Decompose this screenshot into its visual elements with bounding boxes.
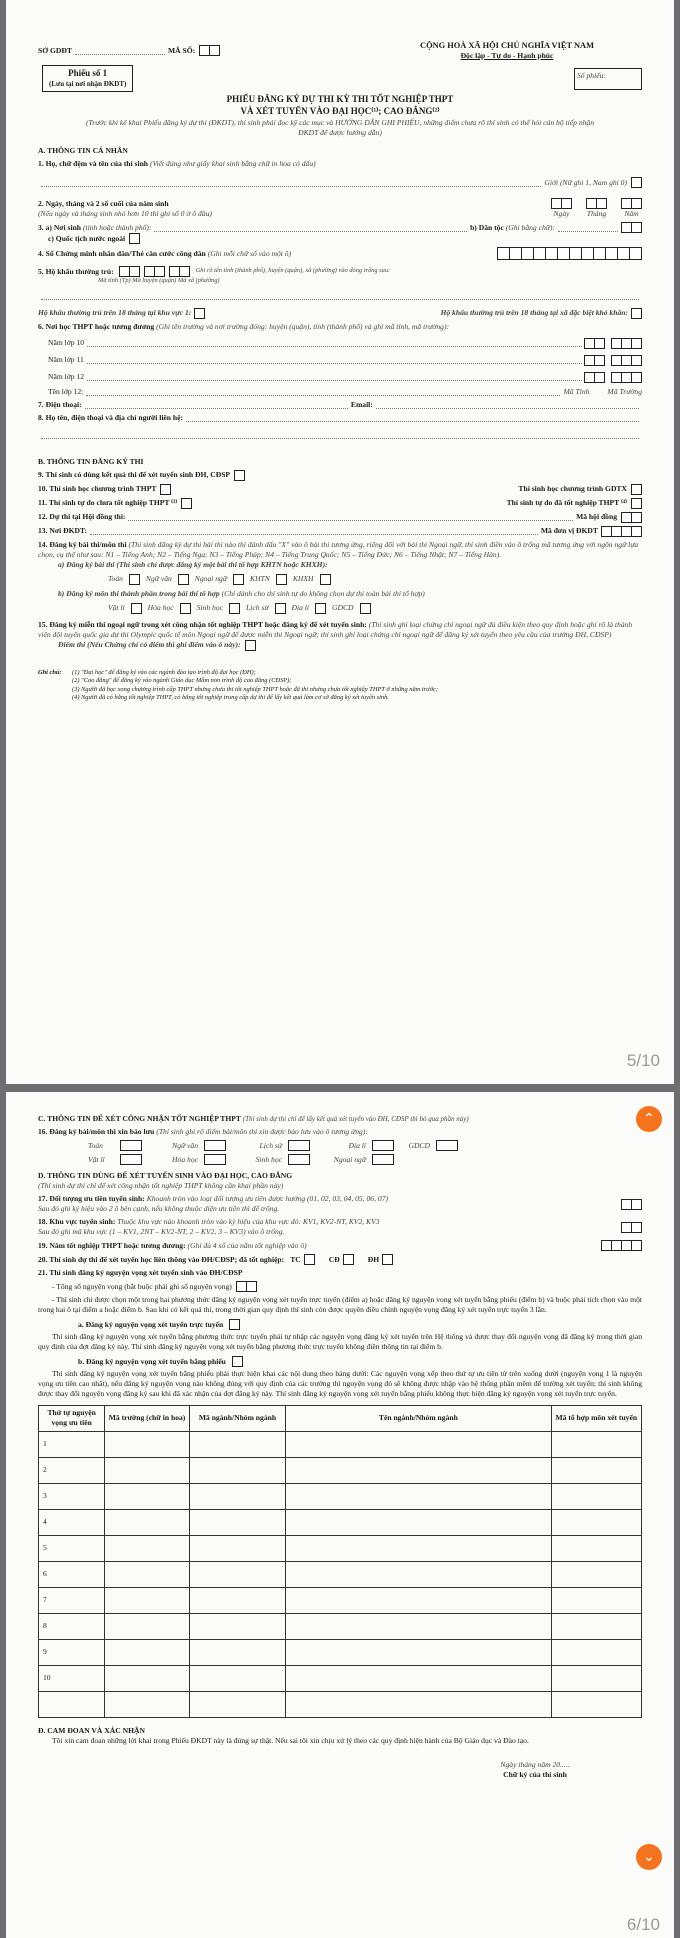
table-row bbox=[39, 1639, 642, 1665]
paper-method-checkbox[interactable] bbox=[232, 1356, 243, 1367]
combination-code-cell[interactable] bbox=[551, 1535, 641, 1561]
notes-label: Ghi chú: bbox=[38, 668, 62, 676]
section-b-title: B. THÔNG TIN ĐĂNG KÝ THI bbox=[38, 456, 144, 466]
major-name-cell[interactable] bbox=[286, 1457, 551, 1483]
commitment-text: Tôi xin cam đoan những lời khai trong Phiếu ĐKDT này là đúng sự thật. Nếu sai tôi xin chịu xử lý theo các quy định hiện hành của Bộ Giáo dục và Đào tạo. bbox=[52, 1735, 529, 1745]
col-major-name: Tên ngành/Nhóm ngành bbox=[286, 1406, 551, 1431]
reserve-lichsu-box[interactable] bbox=[288, 1140, 310, 1151]
priority-object-boxes[interactable] bbox=[622, 1199, 642, 1210]
email-label: Email: bbox=[350, 399, 373, 409]
grade11-code-boxes[interactable] bbox=[585, 355, 642, 366]
reserve-ngoaingu-label: Ngoại ngữ bbox=[333, 1154, 366, 1164]
q11-label: 11. Thí sinh tự do chưa tốt nghiệp THPT ⁽³⁾ bbox=[38, 498, 178, 508]
q5-hint: Ghi rõ tên tỉnh (thành phố), huyện (quận), xã (phường) vào dòng trống sau: bbox=[195, 267, 391, 275]
q15-label: 15. Đăng ký miễn thi ngoại ngữ trong xét công nhận tốt nghiệp THPT hoặc đăng ký để xét tuyển sinh: bbox=[38, 619, 367, 629]
reserve-nguvan-label: Ngữ văn bbox=[172, 1140, 198, 1150]
ma-so-label: MÃ SỐ: bbox=[167, 45, 196, 55]
subject-khxh-box[interactable] bbox=[320, 574, 331, 585]
major-name-cell[interactable] bbox=[286, 1431, 551, 1457]
major-code-cell[interactable] bbox=[189, 1483, 285, 1509]
subject-ngoaingu-box[interactable] bbox=[233, 574, 244, 585]
major-name-cell[interactable] bbox=[286, 1665, 551, 1691]
wish-order-cell: 6 bbox=[39, 1561, 105, 1587]
republic-title: CỘNG HOÀ XÃ HỘI CHỦ NGHĨA VIỆT NAM bbox=[420, 41, 594, 50]
q10b-label: Thí sinh học chương trình GDTX bbox=[518, 484, 627, 494]
note-3: (3) Người đã học xong chương trình cấp THPT nhưng chưa thi tốt nghiệp THPT hoặc đã thi nhưng chưa tốt nghiệp THPT ở những năm trước; bbox=[72, 685, 439, 693]
combination-code-cell[interactable] bbox=[551, 1483, 641, 1509]
table-row bbox=[39, 1613, 642, 1639]
reserve-nguvan-box[interactable] bbox=[204, 1140, 226, 1151]
reserve-diali-box[interactable] bbox=[372, 1140, 394, 1151]
table-row bbox=[39, 1431, 642, 1457]
major-name-cell[interactable] bbox=[286, 1691, 551, 1717]
col-school-code: Mã trường (chữ in hoa) bbox=[105, 1406, 189, 1431]
subject-sinhhoc-box[interactable] bbox=[229, 603, 240, 614]
wish-order-cell: 7 bbox=[39, 1587, 105, 1613]
school-code-cell[interactable] bbox=[105, 1509, 189, 1535]
school-code-cell[interactable] bbox=[105, 1691, 189, 1717]
subject-hoahoc-label: Hóa học bbox=[147, 603, 174, 613]
dh-label: ĐH bbox=[367, 1254, 380, 1264]
q15-score-box[interactable] bbox=[245, 640, 256, 651]
subject-diali-box[interactable] bbox=[315, 603, 326, 614]
combination-code-cell[interactable] bbox=[551, 1509, 641, 1535]
grade12-school-field[interactable] bbox=[87, 373, 582, 381]
reserve-toan-label: Toán bbox=[88, 1140, 103, 1150]
form-title: PHIẾU ĐĂNG KÝ DỰ THI KỲ THI TỐT NGHIỆP THPT bbox=[226, 94, 454, 105]
exam-council-field[interactable] bbox=[128, 513, 573, 521]
birth-month-box[interactable] bbox=[596, 198, 607, 209]
section-d-title: D. THÔNG TIN DÙNG ĐỂ XÉT TUYỂN SINH VÀO ĐẠI HỌC, CAO ĐẲNG bbox=[38, 1171, 293, 1181]
reserve-ngoaingu-box[interactable] bbox=[372, 1154, 394, 1165]
school-code-cell[interactable] bbox=[105, 1613, 189, 1639]
note-2: (2) "Cao đẳng" để đăng ký vào ngành Giáo dục Mầm non trình độ cao đẳng (CĐSP); bbox=[72, 677, 292, 685]
wish-order-cell: 5 bbox=[39, 1535, 105, 1561]
dbkk-box[interactable] bbox=[631, 308, 642, 319]
q14b-hint: (Chỉ dành cho thí sinh tự do không chọn dự thi toàn bài thi tổ hợp) bbox=[221, 588, 425, 598]
grade11-label: Năm lớp 11 bbox=[48, 355, 84, 364]
q9-box[interactable] bbox=[234, 470, 245, 481]
page-number: 6/10 bbox=[626, 1915, 660, 1934]
grade12-label: Năm lớp 12 bbox=[48, 372, 85, 381]
section-c-hint: (Thí sinh dự thi chỉ để lấy kết quả xét tuyển vào ĐH, CĐSP thì bỏ qua phần này) bbox=[242, 1115, 469, 1123]
q18-note: Sau đó ghi mã khu vực (1 – KV1, 2NT – KV2-NT, 2 – KV2, 3 – KV3) vào ô trống. bbox=[38, 1227, 285, 1237]
q14-hint: (Thí sinh đăng ký dự thi bài thi nào thì đánh dấu "X" vào ô bài thi tương ứng, riêng đối với bài thi Ngoại ngữ, thí sinh điền vào ô trống mã tương ứng với ngôn ngữ lựa chọn, cụ thể như sau: N1 – Tiếng Anh; N2 – Tiếng Nga; N3 – Tiếng Pháp; N4 – Tiếng Trung Quốc; N5 – Tiếng Đức; N6 – Tiếng Nhật; N7 – Tiếng Hàn). bbox=[38, 539, 639, 559]
birth-day-box[interactable] bbox=[561, 198, 572, 209]
wish-order-cell: 3 bbox=[39, 1483, 105, 1509]
paper-method-title: b. Đăng ký nguyện vọng xét tuyển bằng phiếu bbox=[78, 1356, 226, 1366]
section-d-hint: (Thí sinh dự thi chỉ để xét công nhận tốt nghiệp THPT không cần khai phần này) bbox=[38, 1181, 284, 1191]
subject-toan-label: Toán bbox=[108, 574, 123, 584]
gender-box[interactable] bbox=[631, 177, 642, 188]
q14-label: 14. Đăng ký bài thi/môn thi bbox=[38, 539, 127, 549]
sign-date: Ngày tháng năm 20..... bbox=[500, 1759, 570, 1769]
subject-lichsu-label: Lịch sử bbox=[246, 603, 269, 613]
chevron-up-icon[interactable]: ⌃ bbox=[636, 1106, 662, 1132]
q20-label: 20. Thí sinh dự thi để xét tuyển học liên thông vào ĐH/CĐSP; đã tốt nghiệp: bbox=[38, 1254, 285, 1264]
wish-order-cell: 4 bbox=[39, 1509, 105, 1535]
grade10-school-field[interactable] bbox=[87, 339, 582, 347]
q15-score-label: Điểm thi (Nếu Chứng chỉ có điểm thì ghi điểm vào ô này): bbox=[58, 640, 241, 650]
q18-hint: Thuộc khu vực nào khoanh tròn vào ký hiệu của khu vực đó: KV1, KV2-NT, KV2, KV3 bbox=[117, 1217, 380, 1227]
residence-address-field[interactable] bbox=[41, 292, 639, 300]
col-major-code: Mã ngành/Nhóm ngành bbox=[189, 1406, 285, 1431]
q7-label: 7. Điện thoại: bbox=[38, 399, 82, 409]
chevron-down-icon[interactable]: ⌄ bbox=[636, 1844, 662, 1870]
q4-hint: (Ghi mỗi chữ số vào một ô) bbox=[207, 248, 292, 258]
q5-codes: Mã tỉnh (Tp) Mã huyện (quận) Mã xã (phường) bbox=[98, 277, 220, 285]
table-row bbox=[39, 1483, 642, 1509]
form-note: (Lưu tại nơi nhận ĐKDT) bbox=[49, 79, 127, 88]
full-name-field[interactable] bbox=[41, 179, 541, 187]
table-row bbox=[39, 1561, 642, 1587]
subject-toan-box[interactable] bbox=[129, 574, 140, 585]
reserve-vatli-label: Vật lí bbox=[88, 1154, 105, 1164]
org-label: SỞ GDĐT bbox=[38, 45, 72, 55]
q8-label: 8. Họ tên, điện thoại và địa chỉ người liên hệ: bbox=[38, 412, 184, 422]
col-combination-code: Mã tổ hợp môn xét tuyển bbox=[551, 1406, 641, 1431]
registration-unit-boxes[interactable] bbox=[602, 526, 642, 537]
ma-truong-label: Mã Trường bbox=[607, 386, 642, 396]
reserve-diali-label: Địa lí bbox=[348, 1140, 366, 1150]
subject-vatli-label: Vật lí bbox=[108, 603, 125, 613]
major-code-cell[interactable] bbox=[189, 1457, 285, 1483]
day-label: Ngày bbox=[553, 209, 570, 219]
phone-field[interactable] bbox=[85, 401, 348, 409]
birth-year-box[interactable] bbox=[631, 198, 642, 209]
q16-label: 16. Đăng ký bài/môn thi xin bảo lưu bbox=[38, 1127, 155, 1137]
wish-order-cell: 1 bbox=[39, 1431, 105, 1457]
q17-label: 17. Đối tượng ưu tiên tuyển sinh: bbox=[38, 1194, 145, 1204]
section-e-title: Đ. CAM ĐOAN VÀ XÁC NHẬN bbox=[38, 1725, 146, 1735]
subject-lichsu-box[interactable] bbox=[275, 603, 286, 614]
school-code-cell[interactable] bbox=[105, 1431, 189, 1457]
q6-label: 6. Nơi học THPT hoặc tương đương bbox=[38, 321, 155, 331]
q17-note: Sau đó ghi ký hiệu vào 2 ô bên cạnh, nếu không thuộc diện ưu tiên thì để trống. bbox=[38, 1204, 280, 1214]
major-code-cell[interactable] bbox=[189, 1691, 285, 1717]
table-row bbox=[39, 1665, 642, 1691]
registration-place-field[interactable] bbox=[90, 527, 538, 535]
note-1: (1) "Đại học" để đăng ký vào các ngành đào tạo trình độ đại học (ĐH); bbox=[72, 668, 256, 676]
total-wishes-box[interactable] bbox=[246, 1281, 257, 1292]
subject-gdcd-label: GDCD bbox=[332, 603, 354, 613]
ethnicity-box[interactable] bbox=[631, 222, 642, 233]
q14a-label: a) Đăng ký bài thi (Thí sinh chỉ được đăng ký một bài thi tổ hợp KHTN hoặc KHXH): bbox=[58, 559, 328, 569]
q19-hint: (Ghi đủ 4 số của năm tốt nghiệp vào ô) bbox=[187, 1240, 307, 1250]
paper-method-text: Thí sinh đăng ký nguyện vọng xét tuyển bằng phiếu phải thực hiện khai các nội dung theo bảng dưới: Các nguyện vọng xếp theo thứ tự ưu tiên từ trên xuống dưới (nguyện vọng 1 là nguyện vọng ưu tiên cao nhất), nếu đăng ký nguyện vọng nào không đúng với quy định của các trường thì nguyện vọng đó sẽ không được nhập vào hệ thống phần mềm để trường xét tuyển; thí sinh không được thay đổi nguyện vọng đăng ký sau khi đã xác nhận của đợt đăng ký này. Thí sinh đăng ký nguyện vọng xét tuyển bằng phiếu không thực hiện đăng ký nguyện vọng xét tuyển trực tuyến. bbox=[38, 1369, 642, 1399]
ethnicity-field[interactable] bbox=[558, 224, 618, 232]
subject-nguvan-label: Ngữ văn bbox=[145, 574, 172, 584]
school-code-cell[interactable] bbox=[105, 1561, 189, 1587]
footnotes bbox=[38, 669, 642, 703]
foreign-nationality-box[interactable] bbox=[129, 233, 140, 244]
section-a-title: A. THÔNG TIN CÁ NHÂN bbox=[38, 146, 128, 155]
major-code-cell[interactable] bbox=[189, 1509, 285, 1535]
q19-label: 19. Năm tốt nghiệp THPT hoặc tương đương: bbox=[38, 1240, 186, 1250]
reserve-sinhhoc-label: Sinh học bbox=[255, 1154, 282, 1164]
note-4: (4) Người đã có bằng tốt nghiệp THPT, có bằng tốt nghiệp trung cấp dự thi để lấy kết quả làm cơ sở đăng ký xét tuyển sinh. bbox=[72, 694, 389, 702]
grade12-code-boxes[interactable] bbox=[585, 372, 642, 383]
subject-ngoaingu-label: Ngoại ngữ bbox=[194, 574, 227, 584]
q16-hint: (Thí sinh ghi rõ điểm bài/môn thi xin được bảo lưu vào ô tương ứng): bbox=[156, 1127, 368, 1137]
online-method-title: a. Đăng ký nguyện vọng xét tuyển trực tuyến bbox=[78, 1319, 224, 1329]
form-instruction: (Trước khi kê khai Phiếu đăng ký dự thi (ĐKDT), thí sinh phải đọc kỹ các mục và HƯỚNG DẪN GHI PHIẾU, những điểm chưa rõ thí sinh có thể hỏi cán bộ tiếp nhận ĐKDT để được hướng dẫn) bbox=[85, 117, 595, 137]
tc-box[interactable] bbox=[304, 1254, 315, 1265]
subject-khtn-box[interactable] bbox=[276, 574, 287, 585]
q10-label: 10. Thí sinh học chương trình THPT bbox=[38, 484, 157, 494]
form-subtitle: VÀ XÉT TUYỂN VÀO ĐẠI HỌC⁽¹⁾; CAO ĐẲNG⁽²⁾ bbox=[240, 106, 440, 117]
school-code-cell[interactable] bbox=[105, 1483, 189, 1509]
q14b-label: b) Đăng ký môn thi thành phần trong bài thi tổ hợp bbox=[58, 588, 220, 598]
q21-label: 21. Thí sinh đăng ký nguyện vọng xét tuyển sinh vào ĐH/CĐSP bbox=[38, 1268, 243, 1278]
q12b-label: Mã hội đồng bbox=[576, 512, 617, 522]
form-header bbox=[38, 40, 642, 61]
major-name-cell[interactable] bbox=[286, 1613, 551, 1639]
tc-label: TC bbox=[290, 1254, 301, 1264]
form-number-box bbox=[42, 65, 133, 92]
wishes-table bbox=[38, 1405, 642, 1717]
cd-label: CĐ bbox=[328, 1254, 340, 1264]
q1-hint: (Viết đúng như giấy khai sinh bằng chữ in hoa có dấu) bbox=[149, 159, 316, 169]
table-header-row bbox=[39, 1406, 642, 1431]
region-code-boxes[interactable] bbox=[622, 1222, 642, 1233]
gender-label: Giới (Nữ ghi 1, Nam ghi 0) bbox=[544, 177, 627, 187]
cd-box[interactable] bbox=[343, 1254, 354, 1265]
table-row bbox=[39, 1457, 642, 1483]
id-number-boxes[interactable] bbox=[498, 247, 642, 260]
major-code-cell[interactable] bbox=[189, 1587, 285, 1613]
so-phieu-box bbox=[574, 68, 642, 90]
q11b-box[interactable] bbox=[631, 498, 642, 509]
combination-code-cell[interactable] bbox=[551, 1639, 641, 1665]
motto: Độc lập - Tự do - Hạnh phúc bbox=[460, 51, 554, 61]
subject-khtn-label: KHTN bbox=[250, 574, 270, 584]
grade10-label: Năm lớp 10 bbox=[48, 338, 85, 347]
kv1-box[interactable] bbox=[194, 308, 205, 319]
q11b-label: Thí sinh tự do đã tốt nghiệp THPT ⁽⁴⁾ bbox=[506, 498, 627, 508]
residence-code-boxes[interactable] bbox=[120, 266, 190, 277]
q13-label: 13. Nơi ĐKDT: bbox=[38, 526, 87, 536]
school-code-cell[interactable] bbox=[105, 1665, 189, 1691]
so-phieu-label: Số phiếu: bbox=[577, 70, 606, 80]
table-row bbox=[39, 1535, 642, 1561]
month-label: Tháng bbox=[586, 209, 607, 219]
online-method-checkbox[interactable] bbox=[229, 1319, 240, 1330]
q2-hint: (Nếu ngày và tháng sinh nhỏ hơn 10 thì ghi số 0 ở ô đầu) bbox=[38, 208, 212, 218]
table-row bbox=[39, 1509, 642, 1535]
q3b-label: b) Dân tộc bbox=[470, 222, 504, 232]
grade12-class-field[interactable] bbox=[86, 388, 560, 396]
combination-code-cell[interactable] bbox=[551, 1613, 641, 1639]
major-name-cell[interactable] bbox=[286, 1639, 551, 1665]
kv1-label: Hộ khẩu thường trú trên 18 tháng tại khu vực 1: bbox=[38, 307, 192, 317]
school-code-cell[interactable] bbox=[105, 1535, 189, 1561]
grade12-class-label: Tên lớp 12: bbox=[48, 386, 84, 396]
contact-field-line2[interactable] bbox=[41, 431, 639, 439]
q11-box[interactable] bbox=[181, 498, 192, 509]
section-c-title: C. THÔNG TIN ĐỂ XÉT CÔNG NHẬN TỐT NGHIỆP THPT bbox=[38, 1114, 241, 1123]
subject-vatli-box[interactable] bbox=[131, 603, 142, 614]
wish-order-cell bbox=[39, 1691, 105, 1717]
q9-label: 9. Thí sinh có dùng kết quả thi để xét tuyển sinh ĐH, CĐSP bbox=[38, 470, 231, 480]
ma-tinh-label: Mã Tỉnh bbox=[563, 386, 590, 396]
school-code-cell[interactable] bbox=[105, 1457, 189, 1483]
reserve-vatli-box[interactable] bbox=[120, 1154, 142, 1165]
document-page-1 bbox=[6, 0, 674, 1084]
reserve-lichsu-label: Lịch sử bbox=[259, 1140, 282, 1150]
school-code-cell[interactable] bbox=[105, 1587, 189, 1613]
wish-order-cell: 9 bbox=[39, 1639, 105, 1665]
wish-order-cell: 2 bbox=[39, 1457, 105, 1483]
reserve-toan-box[interactable] bbox=[120, 1140, 142, 1151]
reserve-gdcd-label: GDCD bbox=[408, 1140, 430, 1150]
q12-label: 12. Dự thi tại Hội đồng thi: bbox=[38, 512, 126, 522]
graduation-year-boxes[interactable] bbox=[602, 1240, 642, 1251]
subject-hoahoc-box[interactable] bbox=[180, 603, 191, 614]
total-wishes-label: - Tổng số nguyện vọng (bắt buộc phải ghi số nguyện vọng) bbox=[52, 1281, 232, 1291]
q3a-label: 3. a) Nơi sinh bbox=[38, 222, 82, 232]
combination-code-cell[interactable] bbox=[551, 1587, 641, 1613]
major-name-cell[interactable] bbox=[286, 1561, 551, 1587]
combination-code-cell[interactable] bbox=[551, 1457, 641, 1483]
contact-field[interactable] bbox=[186, 414, 639, 422]
council-code-box[interactable] bbox=[631, 512, 642, 523]
online-method-text: Thí sinh đăng ký nguyện vọng xét tuyển bằng phương thức trực tuyến phải tự nhập các nguyện vọng đăng ký xét tuyển trên Hệ thống và được thay đổi nguyện vọng đã đăng ký trong thời gian quy định của đợt đăng ký này. Thí sinh đăng ký nguyện vọng xét tuyển bằng phương thức trực tuyến không điền thông tin tại điểm b. bbox=[38, 1332, 642, 1352]
combination-code-cell[interactable] bbox=[551, 1431, 641, 1457]
subject-sinhhoc-label: Sinh học bbox=[196, 603, 223, 613]
col-order: Thứ tự nguyện vọng ưu tiên bbox=[39, 1406, 105, 1431]
q15-hint: (Thí sinh ghi loại chứng chỉ ngoại ngữ đủ điều kiện theo quy định hoặc ghi rõ là thành viên đội tuyển quốc gia dự thi Olympic quốc tế môn Ngoại ngữ để được miễn thi Ngoại ngữ; thí sinh ghi loại chứng chỉ ngoại ngữ để đăng ký xét tuyển theo yêu cầu của trường ĐH, CĐSP) bbox=[38, 619, 633, 639]
wish-order-cell: 8 bbox=[39, 1613, 105, 1639]
combination-code-cell[interactable] bbox=[551, 1691, 641, 1717]
q1-label: 1. Họ, chữ đệm và tên của thí sinh bbox=[38, 159, 149, 169]
grade10-code-boxes[interactable] bbox=[585, 338, 642, 349]
major-code-cell[interactable] bbox=[189, 1665, 285, 1691]
combination-code-cell[interactable] bbox=[551, 1561, 641, 1587]
q2-label: 2. Ngày, tháng và 2 số cuối của năm sinh bbox=[38, 198, 169, 208]
email-field[interactable] bbox=[376, 401, 639, 409]
q10b-box[interactable] bbox=[631, 484, 642, 495]
birthplace-field[interactable] bbox=[154, 224, 467, 232]
q17-hint: Khoanh tròn vào loại đối tượng ưu tiên được hưởng (01, 02, 03, 04, 05, 06, 07) bbox=[146, 1194, 389, 1204]
major-name-cell[interactable] bbox=[286, 1535, 551, 1561]
table-row bbox=[39, 1691, 642, 1717]
school-code-cell[interactable] bbox=[105, 1639, 189, 1665]
major-code-cell[interactable] bbox=[189, 1431, 285, 1457]
major-name-cell[interactable] bbox=[286, 1483, 551, 1509]
document-page-2 bbox=[6, 1092, 674, 1938]
q13b-label: Mã đơn vị ĐKDT bbox=[540, 526, 598, 536]
year-label: Năm bbox=[624, 209, 639, 219]
form-number: Phiếu số 1 bbox=[68, 68, 108, 79]
table-row bbox=[39, 1587, 642, 1613]
q3c-label: c) Quốc tịch nước ngoài bbox=[48, 233, 126, 243]
subject-khxh-label: KHXH bbox=[292, 574, 314, 584]
dh-box[interactable] bbox=[382, 1254, 393, 1265]
dbkk-label: Hộ khẩu thường trú trên 18 tháng tại xã đặc biệt khó khăn: bbox=[440, 307, 628, 317]
wish-order-cell: 10 bbox=[39, 1665, 105, 1691]
reserve-hoahoc-box[interactable] bbox=[204, 1154, 226, 1165]
reserve-gdcd-box[interactable] bbox=[436, 1140, 458, 1151]
q4-label: 4. Số Chứng minh nhân dân/Thẻ căn cước công dân bbox=[38, 248, 206, 258]
q10-box[interactable] bbox=[160, 484, 171, 495]
major-code-cell[interactable] bbox=[189, 1639, 285, 1665]
signature-label: Chữ ký của thí sinh bbox=[503, 1769, 567, 1779]
combination-code-cell[interactable] bbox=[551, 1665, 641, 1691]
grade11-school-field[interactable] bbox=[87, 356, 582, 364]
major-name-cell[interactable] bbox=[286, 1587, 551, 1613]
reserve-hoahoc-label: Hóa học bbox=[172, 1154, 198, 1164]
q6-hint: (Ghi tên trường và nơi trường đóng: huyện (quận), tỉnh (thành phố) và ghi mã tỉnh, mã trường): bbox=[156, 321, 450, 331]
q18-label: 18. Khu vực tuyển sinh: bbox=[38, 1217, 116, 1227]
major-name-cell[interactable] bbox=[286, 1509, 551, 1535]
q3b-hint: (Ghi bằng chữ): bbox=[505, 222, 555, 232]
subject-gdcd-box[interactable] bbox=[360, 603, 371, 614]
major-code-cell[interactable] bbox=[189, 1613, 285, 1639]
subject-nguvan-box[interactable] bbox=[178, 574, 189, 585]
page-number: 5/10 bbox=[626, 1051, 660, 1070]
subject-diali-label: Địa lí bbox=[291, 603, 310, 613]
q5-label: 5. Hộ khẩu thường trú: bbox=[38, 266, 114, 276]
reserve-sinhhoc-box[interactable] bbox=[288, 1154, 310, 1165]
major-code-cell[interactable] bbox=[189, 1561, 285, 1587]
major-code-cell[interactable] bbox=[189, 1535, 285, 1561]
method-paragraph: - Thí sinh chỉ được chọn một trong hai phương thức đăng ký nguyện vọng xét tuyển trực tuyến (điểm a) hoặc đăng ký nguyện vọng xét tuyển bằng phiếu (điểm b) và buộc phải tích chọn vào một trong hai ô tại điểm a hoặc điểm b. Sau khi có kết quả thi, trong thời gian quy định thí sinh còn được quyền điều chỉnh nguyện vọng đăng ký xét tuyển trực tuyến 3 lần. bbox=[38, 1295, 642, 1315]
q3a-hint: (tỉnh hoặc thành phố): bbox=[82, 222, 152, 232]
